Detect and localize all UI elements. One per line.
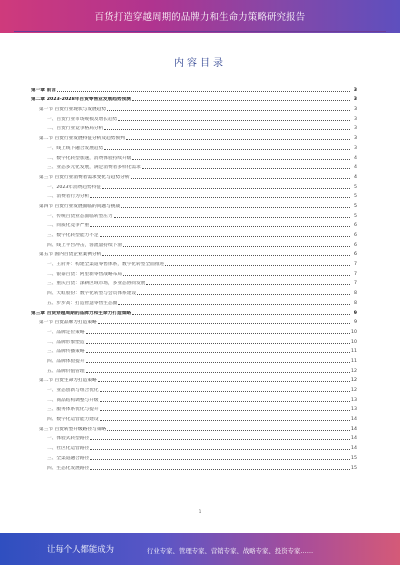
toc-entry-label: 第二章 2023-2028年百货零售业发展趋势预测 [31,97,131,103]
toc-entry-label: 三、业态多元化发展，满足消费者多样化需求 [47,165,141,171]
toc-entry[interactable] [31,345,357,355]
toc-entry-label: 二、银泰百货：阿里新零售战略布局 [47,271,123,277]
toc-entry-label: 四、数字化运营能力建设 [47,417,99,423]
toc-entry[interactable] [31,461,357,471]
toc-entry-label: 三、全渠道融合路径 [47,455,90,461]
toc-leader-dots [107,430,350,431]
toc-entry-page: 7 [354,281,357,287]
toc-entry-page: 15 [351,455,357,461]
toc-entry[interactable] [31,93,357,103]
toc-entry[interactable] [31,403,357,413]
toc-entry-page: 5 [354,194,357,200]
toc-leader-dots [165,265,350,266]
toc-leader-dots [102,188,350,189]
toc-entry-page: 8 [354,300,357,306]
toc-entry-label: 一、品牌定位策略 [47,329,85,335]
toc-entry[interactable] [31,112,357,122]
toc-leader-dots [132,100,350,101]
toc-leader-dots [132,314,350,315]
toc-entry-page: 6 [354,233,357,238]
toc-entry-page: 9 [354,320,357,326]
toc-entry-label: 第一节 百货行业现状与发展趋势 [39,107,107,113]
toc-entry-label: 第三节 百货行业消费者需求变化与趋势分析 [39,174,130,180]
toc-entry-page: 5 [354,203,357,209]
toc-entry-label: 一、传统百货业态面临转型压力 [47,213,113,219]
toc-entry-page: 8 [354,291,357,297]
report-title: 百货打造穿越周期的品牌力和生命力策略研究报告 [94,12,306,23]
toc-entry-page: 14 [351,426,357,432]
toc-entry-page: 3 [353,97,357,103]
footer-slogan: 让每个人都能成为 [47,544,114,554]
toc-entry[interactable] [31,432,357,442]
toc-entry-page: 4 [354,174,357,180]
toc-entry[interactable] [31,383,357,393]
toc-entry[interactable] [31,316,357,326]
toc-leader-dots [118,304,350,305]
toc-entry[interactable] [31,102,357,112]
toc-leader-dots [114,217,350,218]
toc-entry[interactable] [31,141,357,151]
toc-leader-dots [132,159,350,160]
toc-entry-label: 四、生态化发展路径 [47,465,90,471]
toc-entry-label: 一、业态创新与组合优化 [47,388,99,393]
toc-leader-dots [102,255,350,256]
toc-entry[interactable] [31,228,357,238]
toc-entry-label: 第三节 百货转型升级路径与策略 [39,426,107,432]
toc-entry-page: 10 [351,329,357,335]
toc-entry[interactable] [31,238,357,248]
toc-leader-dots [86,343,350,344]
toc-entry-page: 10 [351,339,357,345]
toc-title: 内容目录 [174,58,226,69]
toc-leader-dots [86,372,350,373]
toc-leader-dots [86,362,350,363]
toc-leader-dots [100,236,350,237]
toc-entry-label: 第三章 百货穿越周期的品牌力和生命力打造策略 [31,310,132,316]
toc-entry[interactable] [31,199,357,209]
toc-entry-page: 6 [354,252,357,258]
toc-entry-label: 二、社区化运营路径 [47,446,90,452]
toc-leader-dots [90,226,350,227]
toc-entry-label: 一、体验式转型路径 [47,436,90,442]
report-footer [0,533,400,565]
toc-entry[interactable] [31,219,357,229]
toc-leader-dots [100,401,350,402]
toc-entry[interactable] [31,354,357,364]
toc-entry-page: 6 [354,242,357,248]
toc-entry-page: 3 [354,116,357,122]
toc-entry-page: 4 [354,165,357,171]
toc-entry-page: 3 [354,107,357,113]
toc-entry[interactable] [31,267,357,277]
toc-leader-dots [123,246,350,247]
toc-entry-page: 4 [354,155,357,161]
toc-leader-dots [142,168,350,169]
toc-entry-label: 一、百货行业市场规模及增长趋势 [47,116,118,122]
footer-tagline: 行业专家、管理专家、营销专家、战略专家、投资专家…… [147,547,314,555]
toc-entry-label: 四、天虹股份：数字化转型与会员体系建设 [47,291,137,297]
toc-entry-page: 15 [351,465,357,471]
toc-entry[interactable] [31,209,357,219]
toc-leader-dots [146,284,350,285]
toc-entry-page: 3 [354,126,357,132]
toc-entry[interactable] [31,374,357,384]
toc-leader-dots [131,178,350,179]
toc-entry-page: 5 [354,213,357,219]
toc-entry-label: 第二节 百货行业发展特征分析及趋势预判 [39,136,125,142]
toc-entry-page: 7 [354,271,357,277]
toc-entry-label: 第五节 国内百货企业案例分析 [39,252,102,258]
toc-entry-label: 三、服务体系优化与提升 [47,407,99,413]
toc-entry[interactable] [31,306,357,316]
toc-entry[interactable] [31,248,357,258]
toc-entry[interactable] [31,180,357,190]
toc-leader-dots [126,139,350,140]
toc-entry-label: 五、步步高：打造智慧零售生态圈 [47,300,118,306]
toc-entry[interactable] [31,131,357,141]
toc-leader-dots [104,129,350,130]
toc-entry[interactable] [31,277,357,287]
toc-leader-dots [107,110,350,111]
toc-entry-label: 五、品牌价值管理 [47,368,85,374]
toc-entry-label: 二、同质化竞争严重 [47,223,90,229]
toc-entry[interactable] [31,364,357,374]
toc-leader-dots [90,449,350,450]
toc-entry-page: 11 [351,358,357,364]
toc-entry-page: 14 [351,417,357,423]
toc-entry-label: 第二节 百货生命力打造策略 [39,378,97,384]
toc-entry-label: 一、王府井：构建全渠道零售体系，数字化转型全面推进 [47,262,165,268]
header-divider [14,31,386,32]
toc-entry[interactable] [31,451,357,461]
toc-entry[interactable] [31,170,357,180]
toc-entry[interactable] [31,335,357,345]
toc-entry[interactable] [31,151,357,161]
toc-entry-label: 二、消费者行为分析 [47,194,90,200]
toc-entry-page: 13 [351,397,357,403]
toc-leader-dots [90,459,350,460]
toc-entry-label: 四、线上平台冲击，客流量持续下滑 [47,242,123,248]
toc-entry-page: 12 [351,368,357,374]
toc-leader-dots [98,323,350,324]
toc-entry-label: 二、品牌形象塑造 [47,339,85,345]
toc-leader-dots [104,149,350,150]
toc-entry-label: 三、数字化转型能力不足 [47,233,99,238]
toc-entry-label: 三、重庆百货：深耕区域市场，多业态协同发展 [47,281,146,287]
toc-leader-dots [90,439,350,440]
toc-entry-page: 5 [354,184,357,190]
table-of-contents [31,83,357,471]
toc-entry[interactable] [31,422,357,432]
toc-leader-dots [137,294,350,295]
toc-leader-dots [90,469,350,470]
toc-entry-label: 二、数字化转型加速，消费体验持续升级 [47,155,132,161]
toc-leader-dots [86,352,350,353]
toc-leader-dots [123,275,350,276]
toc-entry-label: 二、商品结构调整与升级 [47,397,99,403]
toc-entry-page: 3 [354,145,357,151]
toc-entry-page: 14 [351,446,357,452]
toc-leader-dots [121,207,350,208]
toc-entry-page: 12 [351,378,357,384]
toc-entry[interactable] [31,412,357,422]
toc-entry[interactable] [31,393,357,403]
report-header [0,0,400,33]
toc-entry[interactable] [31,286,357,296]
toc-leader-dots [100,391,350,392]
toc-entry-page: 3 [353,87,357,93]
toc-leader-dots [86,333,350,334]
toc-entry[interactable] [31,257,357,267]
toc-entry-page: 13 [351,407,357,413]
toc-entry-label: 第四节 百货行业发展面临的问题与挑战 [39,203,121,209]
toc-entry[interactable] [31,161,357,171]
toc-entry[interactable] [31,441,357,451]
toc-entry-label: 第一节 百货品牌力打造策略 [39,320,97,326]
toc-entry-label: 三、品牌传播策略 [47,349,85,355]
toc-entry-label: 四、品牌体验提升 [47,358,85,364]
toc-entry-label: 一、线上线下融合发展趋势 [47,145,104,151]
toc-entry-page: 3 [354,136,357,142]
toc-leader-dots [100,420,350,421]
toc-entry-page: 7 [354,262,357,268]
toc-entry-page: 11 [351,349,357,355]
toc-entry-label: 一、2023年消费趋势特征 [47,184,102,190]
toc-entry-page: 9 [353,310,357,316]
toc-entry[interactable] [31,122,357,132]
toc-entry-label: 二、百货行业竞争格局分析 [47,126,104,132]
toc-leader-dots [100,410,350,411]
toc-entry-label: 第一章 前言 [31,87,57,93]
toc-entry-page: 6 [354,223,357,229]
toc-entry[interactable] [31,190,357,200]
page-number: 1 [198,509,202,514]
toc-leader-dots [118,120,350,121]
toc-entry[interactable] [31,325,357,335]
toc-leader-dots [98,381,350,382]
toc-entry-page: 12 [351,388,357,393]
toc-entry[interactable] [31,83,357,93]
toc-entry[interactable] [31,296,357,306]
toc-leader-dots [90,197,350,198]
toc-entry-page: 14 [351,436,357,442]
toc-leader-dots [57,91,350,92]
